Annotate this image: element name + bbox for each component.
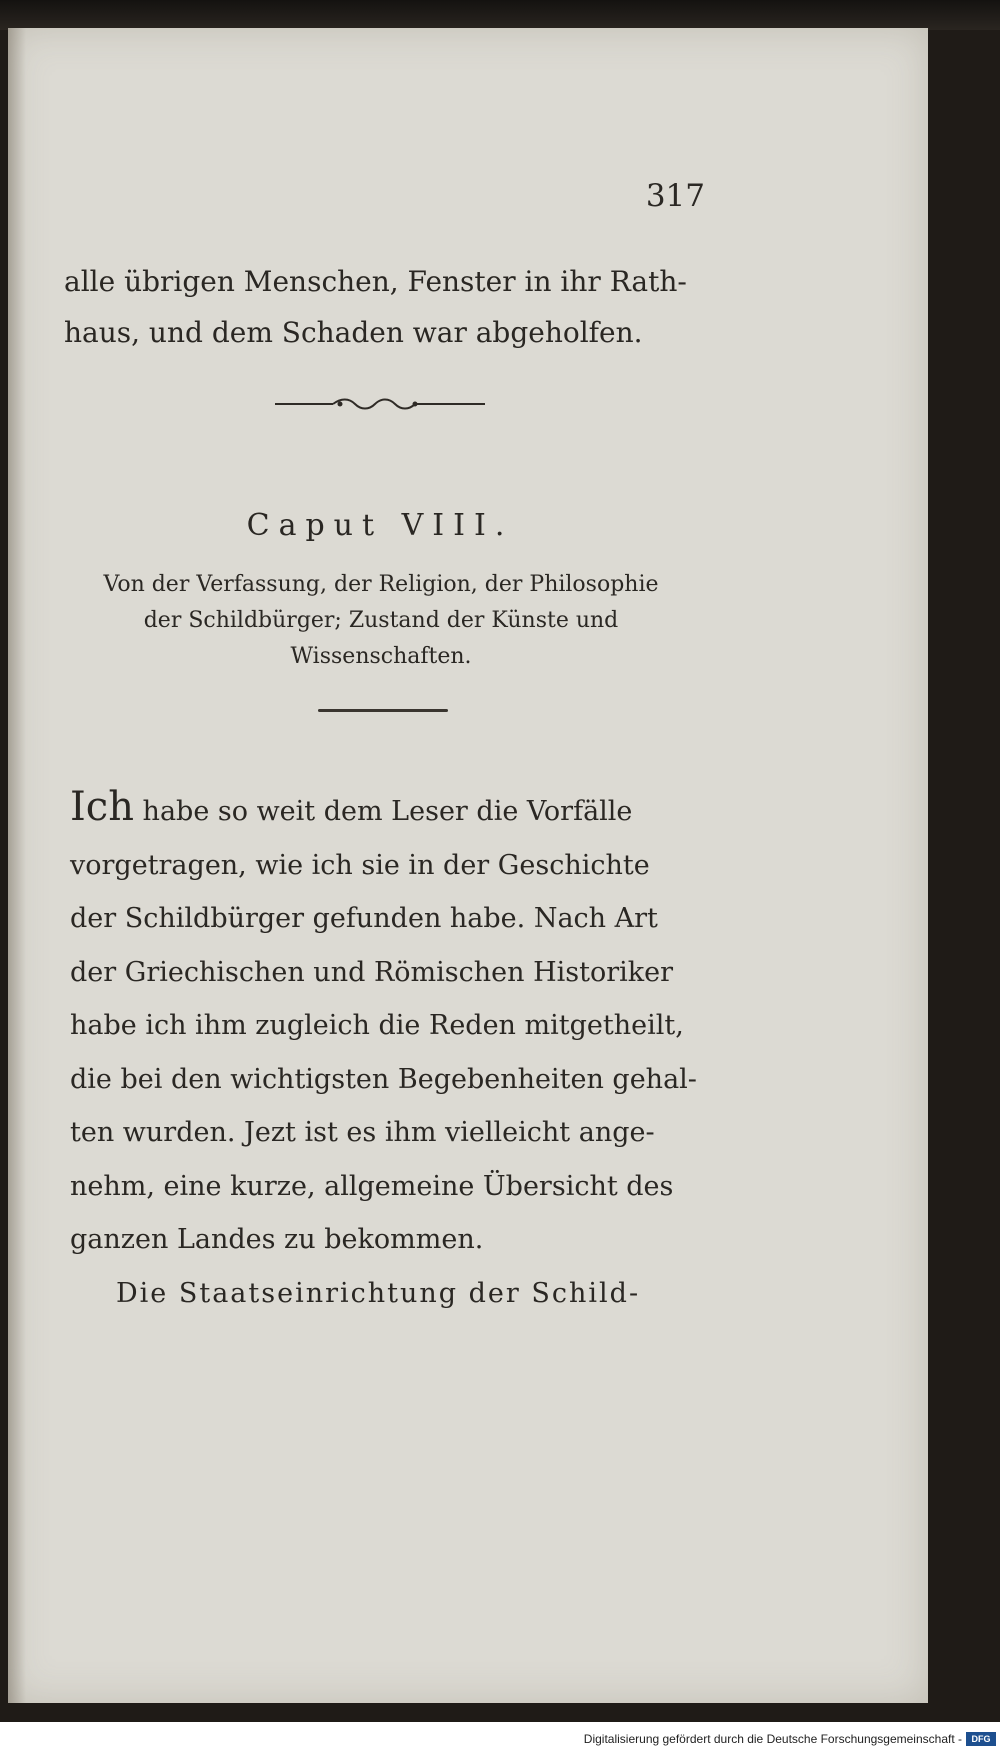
page-number: 317 — [645, 178, 705, 214]
continuation-line: haus, und dem Schaden war abgeholfen. — [64, 316, 643, 349]
chapter-summary-line: Von der Verfassung, der Religion, der Philosophie — [103, 572, 659, 597]
dropcap: Ich — [70, 784, 134, 830]
body-line: habe ich ihm zugleich die Reden mitgetheilt, — [70, 1010, 684, 1041]
body-line: der Schildbürger gefunden habe. Nach Art — [70, 903, 658, 934]
body-line: nehm, eine kurze, allgemeine Übersicht des — [70, 1170, 674, 1202]
body-line: der Griechischen und Römischen Historiker — [70, 956, 674, 988]
chapter-title: Caput VIII. — [246, 508, 514, 543]
body-first-line-text: habe so weit dem Leser die Vorfälle — [133, 796, 633, 827]
page-spine-shadow — [8, 28, 26, 1703]
short-rule-divider — [318, 709, 448, 712]
chapter-summary — [66, 567, 696, 675]
body-line: ten wurden. Jezt ist es ihm vielleicht ange- — [70, 1117, 655, 1148]
body-line: ganzen Landes zu bekommen. — [70, 1224, 484, 1255]
body-last-line: Die Staatseinrichtung der Schild- — [116, 1277, 641, 1309]
body-line: die bei den wichtigsten Begebenheiten gehal- — [70, 1063, 697, 1095]
body-paragraph — [70, 785, 700, 1320]
continuation-paragraph — [64, 256, 694, 358]
body-line: vorgetragen, wie ich sie in der Geschichte — [70, 849, 650, 881]
chapter-summary-line: der Schildbürger; Zustand der Künste und — [143, 608, 619, 633]
footer-credit: Digitalisierung gefördert durch die Deutsche Forschungsgemeinschaft - — [583, 1732, 962, 1746]
dfg-logo: DFG — [966, 1732, 996, 1746]
continuation-line: alle übrigen Menschen, Fenster in ihr Rath- — [64, 265, 687, 298]
ornament-divider — [275, 395, 485, 413]
scan-top-edge — [0, 0, 1000, 30]
chapter-summary-line: Wissenschaften. — [290, 644, 472, 669]
body-first-line — [70, 785, 700, 839]
